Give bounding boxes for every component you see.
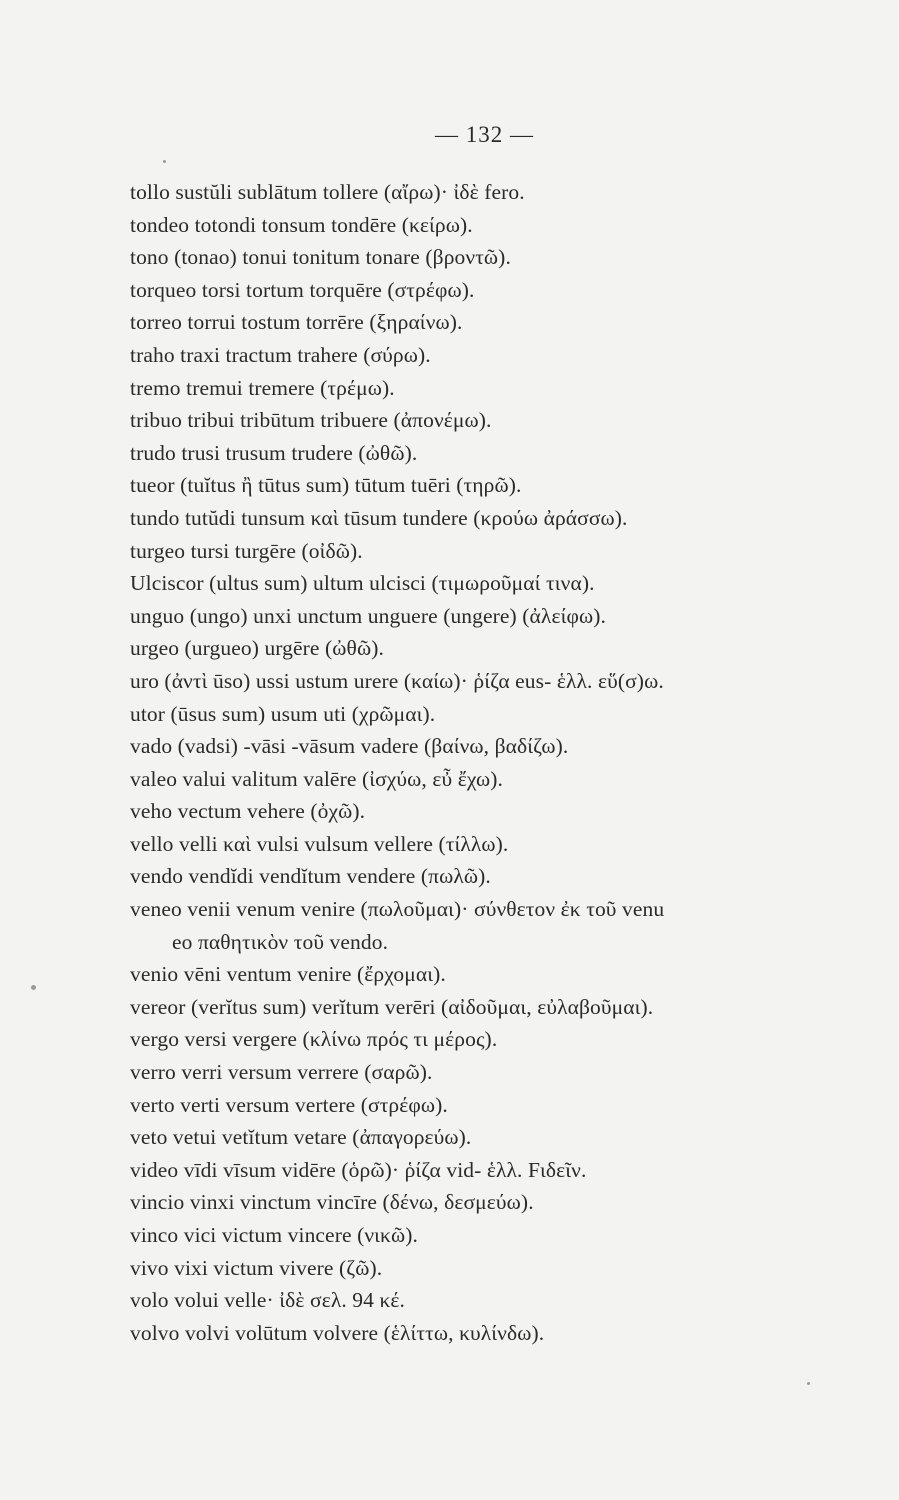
verb-list [130, 176, 899, 1349]
verb-entry: vivo vixi victum vivere (ζῶ). [130, 1255, 383, 1280]
verb-entry: veho vectum vehere (ὀχῶ). [130, 799, 366, 824]
verb-entry: veto vetui vetĭtum vetare (ἀπαγορεύω). [130, 1125, 472, 1150]
verb-entry: vendo vendĭdi vendĭtum vendere (πωλῶ). [130, 864, 491, 889]
verb-entry: volvo volvi volūtum volvere (ἑλίττω, κυλίνδω). [130, 1320, 545, 1345]
verb-entry: venio vēni ventum venire (ἔρχομαι). [130, 962, 446, 987]
page-number: — 132 — [435, 122, 534, 147]
verb-entry: vinco vici victum vincere (νικῶ). [130, 1223, 418, 1247]
verb-entry: turgeo tursi turgēre (οἰδῶ). [130, 538, 363, 563]
verb-entry: vereor (verĭtus sum) verĭtum verēri (αἰδοῦμαι, εὐλαβοῦμαι). [130, 994, 654, 1019]
verb-entry: tribuo tribui tribūtum tribuere (ἀπονέμω). [130, 408, 492, 433]
verb-entry: verro verri versum verrere (σαρῶ). [130, 1060, 433, 1085]
verb-entry: tollo sustŭli sublātum tollere (αἴρω)· ἰδὲ fero. [130, 180, 525, 204]
verb-entry: utor (ūsus sum) usum uti (χρῶμαι). [130, 701, 436, 726]
verb-entry-continuation: eo παθητικὸν τοῦ vendo. [172, 929, 389, 954]
verb-entry: tueor (tuĭtus ἢ tūtus sum) tūtum tuēri (τηρῶ). [130, 473, 522, 498]
paper-speck [31, 985, 36, 990]
verb-entry: verto verti versum vertere (στρέφω). [130, 1092, 448, 1117]
verb-entry: uro (ἀντὶ ūso) ussi ustum urere (καίω)· ῥίζα eus- ἑλλ. εὕ(σ)ω. [130, 668, 664, 693]
verb-entry: unguo (ungo) unxi unctum unguere (ungere) (ἀλείφω). [130, 603, 606, 628]
verb-entry: trudo trusi trusum trudere (ὠθῶ). [130, 440, 418, 465]
verb-entry: video vīdi vīsum vidēre (ὁρῶ)· ῥίζα vid- ἑλλ. Fιδεῖν. [130, 1157, 587, 1182]
verb-entry: torqueo torsi tortum torquēre (στρέφω). [130, 277, 475, 302]
verb-entry: tundo tutŭdi tunsum καὶ tūsum tundere (κρούω ἀράσσω). [130, 505, 628, 530]
paper-speck [163, 160, 166, 163]
verb-entry: vello velli καὶ vulsi vulsum vellere (τίλλω). [130, 831, 509, 856]
paper-speck [807, 1382, 810, 1385]
verb-entry: torreo torrui tostum torrēre (ξηραίνω). [130, 310, 463, 335]
verb-entry: Ulciscor (ultus sum) ultum ulcisci (τιμωροῦμαί τινα). [130, 571, 595, 596]
verb-entry: vado (vadsi) -vāsi -vāsum vadere (βαίνω, βαδίζω). [130, 734, 569, 759]
verb-entry: valeo valui valitum valēre (ἰσχύω, εὖ ἔχω). [130, 766, 504, 791]
verb-entry: vergo versi vergere (κλίνω πρός τι μέρος). [130, 1027, 498, 1052]
verb-entry: traho traxi tractum trahere (σύρω). [130, 342, 431, 367]
verb-entry: veneo venii venum venire (πωλοῦμαι)· σύνθετον ἐκ τοῦ venu [130, 897, 665, 922]
verb-entry: volo volui velle· ἰδὲ σελ. 94 κέ. [130, 1288, 406, 1313]
verb-entry: urgeo (urgueo) urgēre (ὠθῶ). [130, 636, 384, 661]
verb-entry: vincio vinxi vinctum vincīre (δένω, δεσμεύω). [130, 1190, 534, 1215]
verb-entry: tondeo totondi tonsum tondēre (κείρω). [130, 212, 473, 237]
verb-entry: tono (tonao) tonui tonitum tonare (βροντῶ). [130, 245, 511, 270]
verb-entry: tremo tremui tremere (τρέμω). [130, 375, 395, 400]
